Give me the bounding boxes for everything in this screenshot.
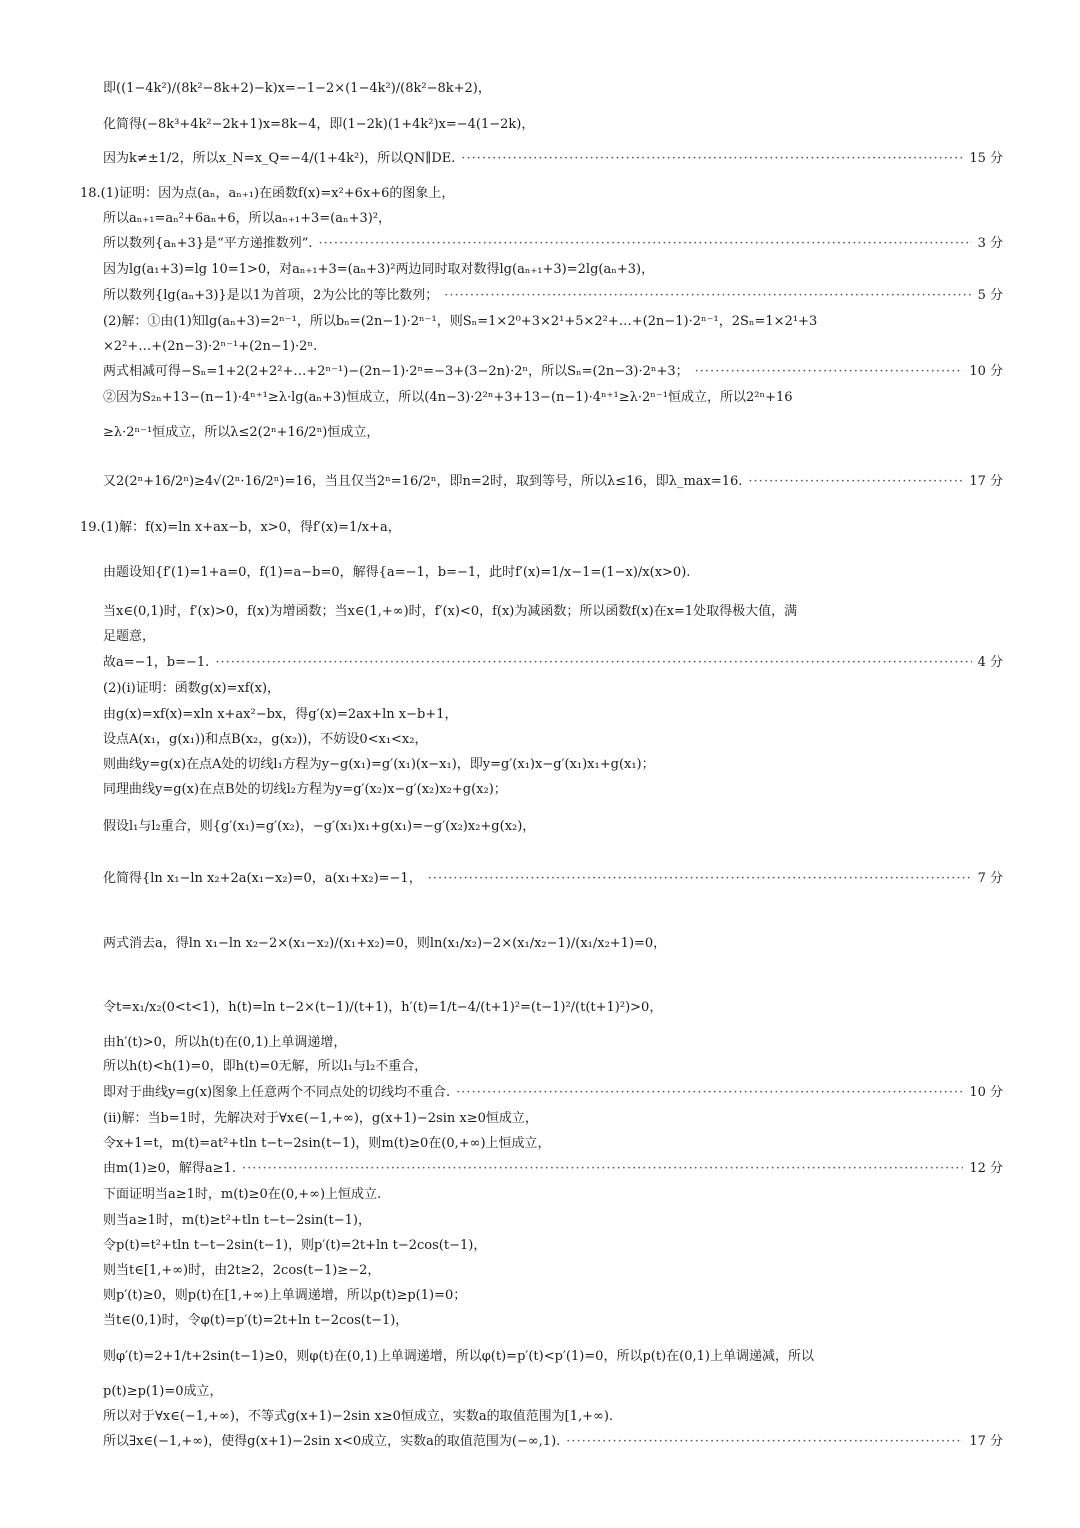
text-line: 同理曲线y=g(x)在点B处的切线l₂方程为y=g′(x₂)x−g′(x₂)x₂+g(x₂)；	[103, 782, 507, 797]
line-text: 化简得{ln x₁−ln x₂+2a(x₁−x₂)=0，a(x₁+x₂)=−1，	[103, 871, 422, 886]
leader-dots	[748, 473, 963, 491]
text-line: 由题设知{f′(1)=1+a=0，f(1)=a−b=0，解得{a=−1，b=−1，此时f′(x)=1/x−1=(1−x)/x(x>0).	[103, 565, 691, 580]
leader-dots	[566, 1433, 963, 1451]
text-line: 则当a≥1时，m(t)≥t²+tln t−t−2sin(t−1)，	[103, 1213, 371, 1228]
line-text: 所以数列{lg(aₙ+3)}是以1为首项，2为公比的等比数列；	[103, 288, 439, 303]
text-line: 由g(x)=xf(x)=xln x+ax²−bx，得g′(x)=2ax+ln x−b+1，	[103, 707, 458, 722]
text-line: ②因为S₂ₙ+13−(n−1)·4ⁿ⁺¹≥λ·lg(aₙ+3)恒成立，所以(4n−3)·2²ⁿ+3+13−(n−1)·4ⁿ⁺¹≥λ·2ⁿ⁻¹恒成立，所以2²ⁿ+16	[103, 390, 793, 405]
text-line: 因为lg(a₁+3)=lg 10=1>0，对aₙ₊₁+3=(aₙ+3)²两边同时取对数得lg(aₙ₊₁+3)=2lg(aₙ+3)，	[103, 262, 655, 277]
score-label: 5 分	[977, 288, 1003, 303]
score-label: 3 分	[977, 236, 1003, 251]
text-line: ×2²+…+(2n−3)·2ⁿ⁻¹+(2n−1)·2ⁿ.	[103, 339, 318, 354]
line-text: 因为k≠±1/2，所以x_N=x_Q=−4/(1+4k²)，所以QN∥DE.	[103, 151, 456, 166]
text-line: 化简得(−8k³+4k²−2k+1)x=8k−4，即(1−2k)(1+4k²)x=−4(1−2k)，	[103, 117, 535, 132]
text-line: 则p′(t)≥0，则p(t)在[1,+∞)上单调递增，所以p(t)≥p(1)=0；	[103, 1288, 467, 1303]
score-line	[103, 287, 1003, 305]
score-line	[103, 363, 1003, 381]
text-line: 当x∈(0,1)时，f′(x)>0，f(x)为增函数；当x∈(1,+∞)时，f′(x)<0，f(x)为减函数；所以函数f(x)在x=1处取得极大值，满	[103, 604, 798, 619]
leader-dots	[461, 150, 963, 168]
problem-19-heading: 19.(1)解：f(x)=ln x+ax−b，x>0，得f′(x)=1/x+a，	[80, 520, 401, 535]
text-line: 当t∈(0,1)时，令φ(t)=p′(t)=2t+ln t−2cos(t−1)，	[103, 1313, 409, 1328]
line-text: 由m(1)≥0，解得a≥1.	[103, 1161, 236, 1176]
text-line: 则φ′(t)=2+1/t+2sin(t−1)≥0，则φ(t)在(0,1)上单调递增，所以φ(t)=p′(t)<p′(1)=0，所以p(t)在(0,1)上单调递减，所以	[103, 1349, 814, 1364]
score-label: 7 分	[977, 871, 1003, 886]
text-line: 所以对于∀x∈(−1,+∞)，不等式g(x+1)−2sin x≥0恒成立，实数a的取值范围为[1,+∞).	[103, 1409, 614, 1424]
text-line: 设点A(x₁，g(x₁))和点B(x₂，g(x₂))，不妨设0<x₁<x₂，	[103, 732, 428, 747]
text-line: p(t)≥p(1)=0成立，	[103, 1384, 223, 1399]
score-label: 10 分	[969, 364, 1003, 379]
text-line: 则当t∈[1,+∞)时，由2t≥2，2cos(t−1)≥−2，	[103, 1263, 381, 1278]
line-text: 所以数列{aₙ+3}是“平方递推数列”.	[103, 236, 313, 251]
text-line: 则曲线y=g(x)在点A处的切线l₁方程为y−g(x₁)=g′(x₁)(x−x₁)，即y=g′(x₁)x−g′(x₁)x₁+g(x₁)；	[103, 757, 655, 772]
line-text: 两式相减可得−Sₙ=1+2(2+2²+…+2ⁿ⁻¹)−(2n−1)·2ⁿ=−3+(3−2n)·2ⁿ，所以Sₙ=(2n−3)·2ⁿ+3；	[103, 364, 689, 379]
text-line: 令x+1=t，m(t)=at²+tln t−t−2sin(t−1)，则m(t)≥0在(0,+∞)上恒成立，	[103, 1136, 551, 1151]
leader-dots	[428, 870, 972, 888]
text-line: 足题意，	[103, 629, 156, 644]
text-line: (2)(i)证明：函数g(x)=xf(x)，	[103, 681, 281, 696]
text-line: 假设l₁与l₂重合，则{g′(x₁)=g′(x₂)，−g′(x₁)x₁+g(x₁)=−g′(x₂)x₂+g(x₂)，	[103, 819, 536, 834]
text-line: 所以h(t)<h(1)=0，即h(t)=0无解，所以l₁与l₂不重合，	[103, 1059, 428, 1074]
text-line: 即((1−4k²)/(8k²−8k+2)−k)x=−1−2×(1−4k²)/(8k²−8k+2)，	[103, 81, 491, 96]
text-line: ≥λ·2ⁿ⁻¹恒成立，所以λ≤2(2ⁿ+16/2ⁿ)恒成立，	[103, 425, 380, 440]
text-line: (2)解：①由(1)知lg(aₙ+3)=2ⁿ⁻¹，所以bₙ=(2n−1)·2ⁿ⁻¹，则Sₙ=1×2⁰+3×2¹+5×2²+…+(2n−1)·2ⁿ⁻¹，2Sₙ=1×2¹+3	[103, 314, 818, 329]
score-label: 15 分	[969, 151, 1003, 166]
score-line	[103, 1084, 1003, 1102]
leader-dots	[215, 654, 971, 672]
score-label: 12 分	[969, 1161, 1003, 1176]
score-label: 4 分	[977, 655, 1003, 670]
text-line: 下面证明当a≥1时，m(t)≥0在(0,+∞)上恒成立.	[103, 1187, 382, 1202]
score-line	[103, 870, 1003, 888]
leader-dots	[242, 1160, 963, 1178]
line-text: 所以∃x∈(−1,+∞)，使得g(x+1)−2sin x<0成立，实数a的取值范围为(−∞,1).	[103, 1434, 561, 1449]
text-line: 两式消去a，得ln x₁−ln x₂−2×(x₁−x₂)/(x₁+x₂)=0，则ln(x₁/x₂)−2×(x₁/x₂−1)/(x₁/x₂+1)=0，	[103, 936, 667, 951]
leader-dots	[319, 235, 972, 253]
text-line: 令p(t)=t²+tln t−t−2sin(t−1)，则p′(t)=2t+ln t−2cos(t−1)，	[103, 1238, 487, 1253]
line-text: 又2(2ⁿ+16/2ⁿ)≥4√(2ⁿ·16/2ⁿ)=16，当且仅当2ⁿ=16/2ⁿ，即n=2时，取到等号，所以λ≤16，即λ_max=16.	[103, 474, 743, 489]
leader-dots	[695, 363, 964, 381]
score-label: 17 分	[969, 474, 1003, 489]
line-text: 故a=−1，b=−1.	[103, 655, 210, 670]
score-line	[103, 473, 1003, 491]
line-text: 即对于曲线y=g(x)图象上任意两个不同点处的切线均不重合.	[103, 1085, 451, 1100]
score-line	[103, 235, 1003, 253]
score-line	[103, 1160, 1003, 1178]
score-label: 17 分	[969, 1434, 1003, 1449]
score-label: 10 分	[969, 1085, 1003, 1100]
text-line: 令t=x₁/x₂(0<t<1)，h(t)=ln t−2×(t−1)/(t+1)，h′(t)=1/t−4/(t+1)²=(t−1)²/(t(t+1)²)>0，	[103, 1000, 663, 1015]
leader-dots	[456, 1084, 963, 1102]
text-line: 由h′(t)>0，所以h(t)在(0,1)上单调递增，	[103, 1035, 347, 1050]
score-line	[103, 1433, 1003, 1451]
score-line	[103, 654, 1003, 672]
text-line: 所以aₙ₊₁=aₙ²+6aₙ+6，所以aₙ₊₁+3=(aₙ+3)²，	[103, 211, 392, 226]
text-line: (ii)解：当b=1时，先解决对于∀x∈(−1,+∞)，g(x+1)−2sin x≥0恒成立，	[103, 1111, 538, 1126]
score-line	[103, 150, 1003, 168]
problem-18-heading: 18.(1)证明：因为点(aₙ，aₙ₊₁)在函数f(x)=x²+6x+6的图象上，	[80, 186, 455, 201]
leader-dots	[444, 287, 971, 305]
